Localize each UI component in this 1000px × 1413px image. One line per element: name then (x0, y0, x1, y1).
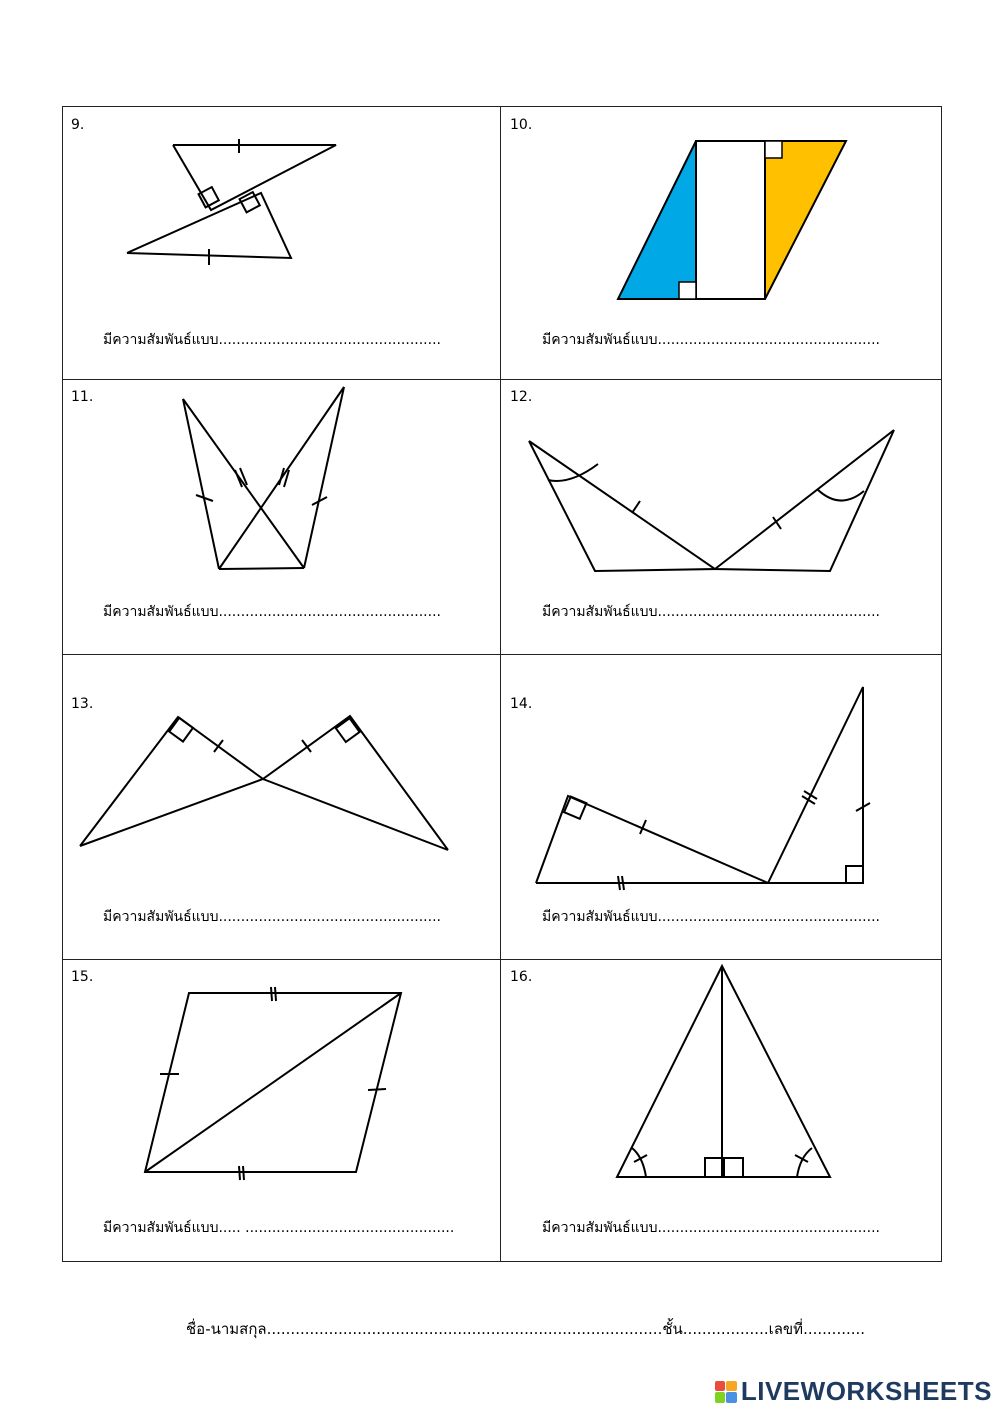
answer-blank[interactable]: มีความสัมพันธ์แบบ..... ............................................... (103, 1220, 455, 1236)
student-info-line[interactable]: ชื่อ-นามสกุล...................................................................................ชั้น..................เลขที่............. (186, 1320, 866, 1338)
problem-16 (500, 959, 943, 1263)
liveworksheets-logo (715, 1376, 992, 1407)
brand-icon (715, 1381, 737, 1403)
answer-blank[interactable]: มีความสัมพันธ์แบบ.................................................. (542, 604, 880, 620)
problem-number: 10. (510, 117, 533, 133)
answer-blank[interactable]: มีความสัมพันธ์แบบ.................................................. (103, 332, 441, 348)
problem-number: 13. (71, 696, 94, 712)
answer-blank[interactable]: มีความสัมพันธ์แบบ.................................................. (103, 604, 441, 620)
problem-12 (500, 379, 943, 654)
problem-number: 12. (510, 389, 533, 405)
problem-number: 11. (71, 389, 94, 405)
brand-name: LIVEWORKSHEETS (740, 1376, 992, 1406)
worksheet-grid (62, 106, 942, 1262)
problem-9 (63, 107, 500, 379)
problem-number: 14. (510, 696, 533, 712)
problem-14 (500, 654, 943, 959)
problem-11 (63, 379, 500, 654)
problem-number: 15. (71, 969, 94, 985)
answer-blank[interactable]: มีความสัมพันธ์แบบ.................................................. (103, 909, 441, 925)
problem-13 (63, 654, 500, 959)
problem-number: 9. (71, 117, 85, 133)
problem-number: 16. (510, 969, 533, 985)
answer-blank[interactable]: มีความสัมพันธ์แบบ.................................................. (542, 909, 880, 925)
problem-10 (500, 107, 943, 379)
answer-blank[interactable]: มีความสัมพันธ์แบบ.................................................. (542, 332, 880, 348)
problem-15 (63, 959, 500, 1263)
answer-blank[interactable]: มีความสัมพันธ์แบบ.................................................. (542, 1220, 880, 1236)
